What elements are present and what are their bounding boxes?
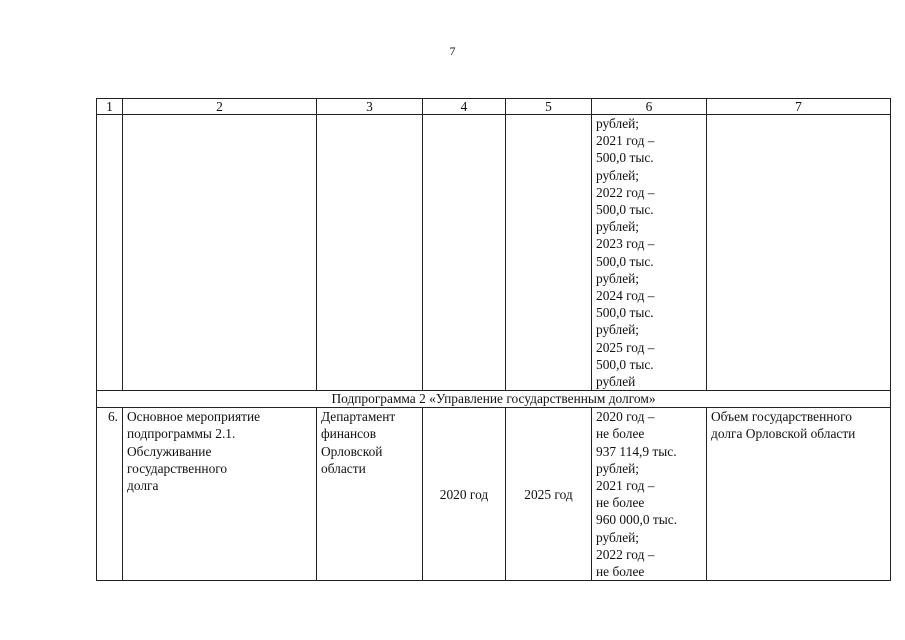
header-cell-7: 7 <box>707 99 891 115</box>
funding-line: рублей; <box>596 116 640 131</box>
header-cell-6: 6 <box>592 99 707 115</box>
funding-line: 2024 год – <box>596 288 655 304</box>
continuation-cell-3 <box>317 115 423 391</box>
funding-line: 500,0 тыс. <box>596 356 654 372</box>
funding-cell <box>592 408 707 581</box>
funding-line: 937 114,9 тыс. <box>596 443 677 459</box>
continuation-cell-2 <box>123 115 317 391</box>
funding-line: 500,0 тыс. <box>596 150 654 166</box>
funding-line: рублей; <box>596 322 640 338</box>
page-number: 7 <box>449 44 456 58</box>
funding-line: рублей; <box>596 219 640 235</box>
continuation-funding-cell <box>592 115 707 391</box>
funding-line: рублей; <box>596 460 640 476</box>
funding-line: 500,0 тыс. <box>596 253 654 269</box>
executor-line: Департамент <box>321 409 396 425</box>
header-cell-5: 5 <box>506 99 592 115</box>
funding-line: 2022 год – <box>596 546 655 562</box>
funding-line: не более <box>596 564 645 580</box>
activity-line: Основное мероприятие <box>127 409 261 425</box>
end-year-cell: 2025 год <box>506 408 592 581</box>
funding-line: не более <box>596 426 645 442</box>
funding-line: 2025 год – <box>596 339 655 355</box>
activity-line: государственного <box>127 460 228 476</box>
funding-line: 2023 год – <box>596 236 655 252</box>
header-cell-4: 4 <box>423 99 506 115</box>
header-cell-1: 1 <box>97 99 123 115</box>
funding-line: 2021 год – <box>596 478 655 494</box>
funding-line: 960 000,0 тыс. <box>596 512 678 528</box>
funding-line: рублей <box>596 374 636 390</box>
header-row <box>97 99 891 115</box>
continuation-row <box>97 115 891 391</box>
activity-cell <box>123 408 317 581</box>
funding-line: 500,0 тыс. <box>596 202 654 218</box>
funding-line: 2022 год – <box>596 184 655 200</box>
row-number: 6. <box>97 408 123 581</box>
indicator-line: долга Орловской области <box>711 426 856 442</box>
continuation-cell-5 <box>506 115 592 391</box>
indicator-cell <box>707 408 891 581</box>
executor-cell <box>317 408 423 581</box>
funding-line: 500,0 тыс. <box>596 305 654 321</box>
table-row <box>97 408 891 581</box>
activity-line: Обслуживание <box>127 443 212 459</box>
subprogram-row <box>97 391 891 408</box>
funding-line: 2021 год – <box>596 133 655 149</box>
indicator-line: Объем государственного <box>711 409 852 425</box>
executor-line: финансов <box>321 426 377 442</box>
continuation-cell-1 <box>97 115 123 391</box>
subprogram-title: Подпрограмма 2 «Управление государственным долгом» <box>97 391 891 408</box>
funding-line: рублей; <box>596 167 640 183</box>
funding-line: не более <box>596 495 645 511</box>
activity-line: долга <box>127 478 159 494</box>
header-cell-2: 2 <box>123 99 317 115</box>
activity-line: подпрограммы 2.1. <box>127 426 236 442</box>
funding-line: рублей; <box>596 270 640 286</box>
funding-line: рублей; <box>596 529 640 545</box>
continuation-cell-7 <box>707 115 891 391</box>
executor-line: Орловской <box>321 443 383 459</box>
funding-line: 2020 год – <box>596 409 655 425</box>
continuation-cell-4 <box>423 115 506 391</box>
start-year-cell: 2020 год <box>423 408 506 581</box>
header-cell-3: 3 <box>317 99 423 115</box>
program-table <box>96 98 891 581</box>
executor-line: области <box>321 460 366 476</box>
